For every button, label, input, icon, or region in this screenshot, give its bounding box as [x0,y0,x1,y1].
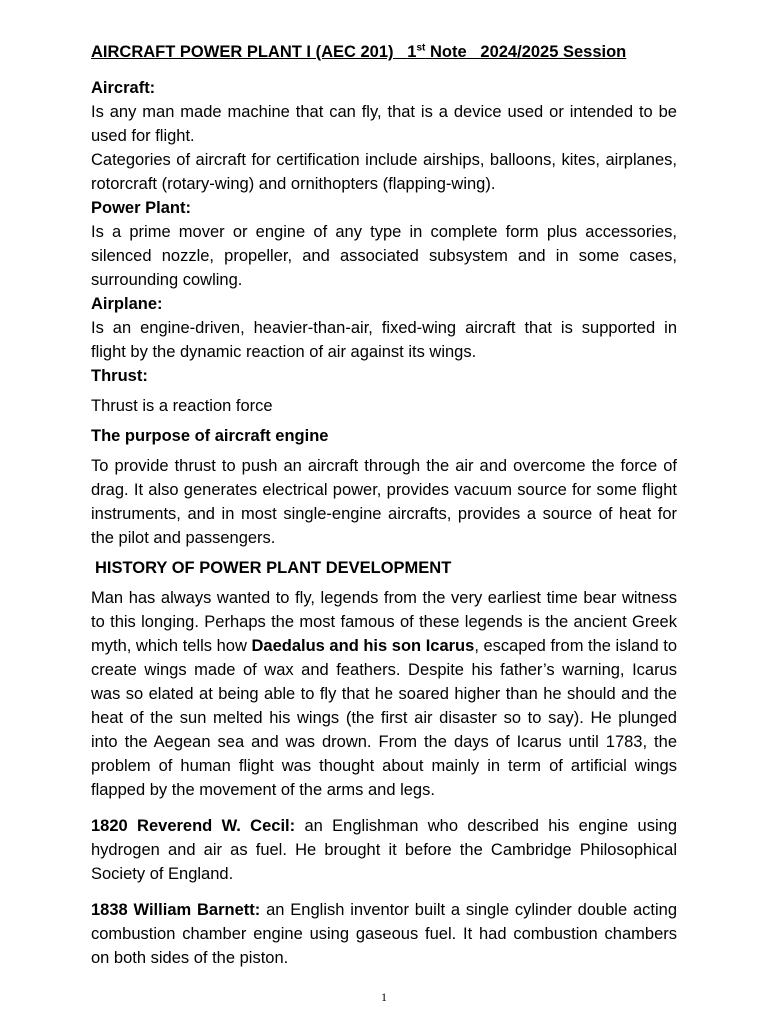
aircraft-categories: Categories of aircraft for certification include airships, balloons, kites, airplanes, rotorcraft (rotary-wing) and ornithopters (flapping-wing). [91,151,677,193]
airplane-definition: Is an engine-driven, heavier-than-air, fixed-wing aircraft that is supported in flight by the dynamic reaction of air against its wings. [91,319,677,361]
thrust-heading: Thrust: [91,367,148,385]
cecil-text: an Englishman who described his engine using hydrogen and air as fuel. He brought it before the Cambridge Philosophical Society of England. [91,817,677,883]
note-number-suffix: st [416,42,426,54]
aircraft-heading: Aircraft: [91,79,156,97]
thrust-definition: Thrust is a reaction force [91,397,273,415]
history-heading: HISTORY OF POWER PLANT DEVELOPMENT [95,559,452,577]
powerplant-heading: Power Plant: [91,199,191,217]
course-title: AIRCRAFT POWER PLANT I (AEC 201) [91,43,394,61]
document-body [91,40,677,970]
session-label: 2024/2025 Session [480,43,627,61]
history-text-part2: , escaped from the island to create wings made of wax and feathers. Despite his father’s warning, Icarus was so elated at being able to fly that he soared higher than he should and the heat of the sun melted his wings (the first air disaster so to say). He plunged into the Aegean sea and was drown. From the days of Icarus until 1783, the problem of human flight was thought about mainly in term of artificial wings flapped by the movement of the arms and legs. [91,637,678,799]
airplane-heading: Airplane: [91,295,163,313]
note-number: 1 [407,43,417,61]
note-word: Note [429,43,467,61]
history-text-part1: Man has always wanted to fly, legends from the very earliest time bear witness to this longing. Perhaps the most famous of these legends is the ancient Greek myth, which tells how [91,589,677,655]
history-bold-names: Daedalus and his son Icarus [251,637,475,655]
aircraft-definition: Is any man made machine that can fly, that is a device used or intended to be used for flight. [91,103,677,145]
cecil-label: 1820 Reverend W. Cecil: [91,817,296,835]
purpose-heading: The purpose of aircraft engine [91,427,329,445]
barnett-text: an English inventor built a single cylinder double acting combustion chamber engine using gaseous fuel. It had combustion chambers on both sides of the piston. [91,901,677,967]
document-title [91,40,677,64]
powerplant-definition: Is a prime mover or engine of any type in complete form plus accessories, silenced nozzle, propeller, and associated subsystem and in some cases, surrounding cowling. [91,223,677,289]
purpose-text: To provide thrust to push an aircraft through the air and overcome the force of drag. It also generates electrical power, provides vacuum source for some flight instruments, and in most single-engine aircrafts, provides a source of heat for the pilot and passengers. [91,457,677,547]
barnett-paragraph [91,898,677,970]
barnett-label: 1838 William Barnett: [91,901,261,919]
history-paragraph [91,586,677,802]
page-number: 1 [381,990,387,1004]
cecil-paragraph [91,814,677,886]
